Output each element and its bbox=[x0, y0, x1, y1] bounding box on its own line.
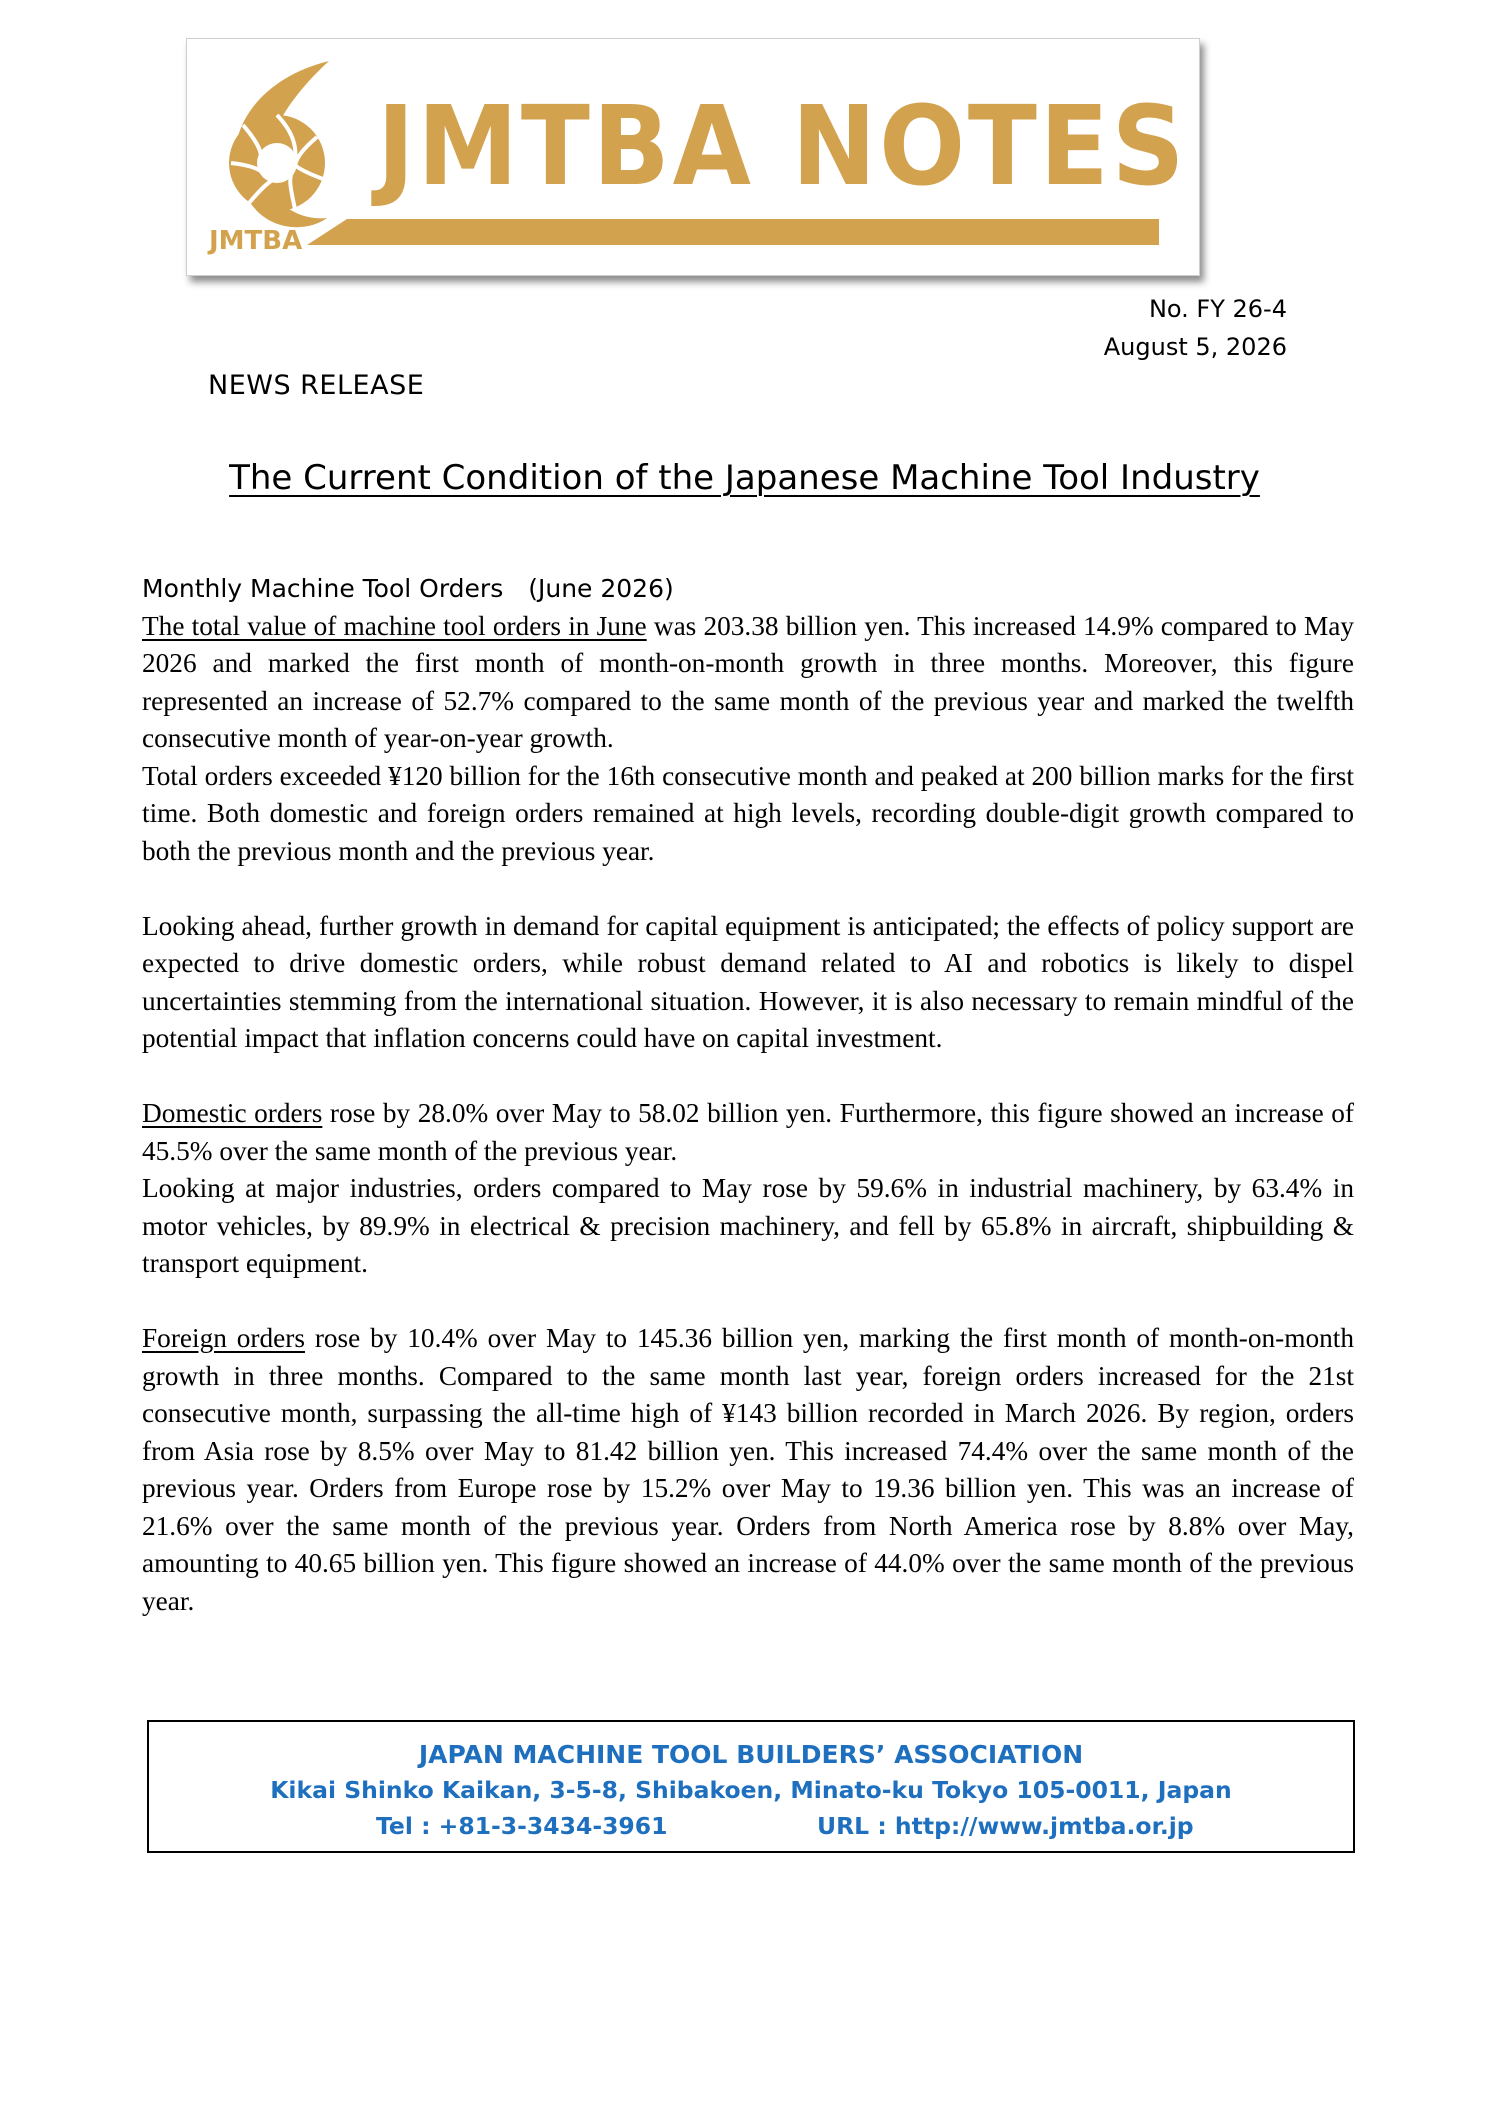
domestic-underline: Domestic orders bbox=[142, 1098, 323, 1128]
document-date: August 5, 2026 bbox=[1103, 333, 1287, 361]
domestic-text: rose by 28.0% over May to 58.02 billion yen. Furthermore, this figure showed an increase of 45.5% over the same month of the previous year. bbox=[142, 1098, 1355, 1166]
news-release-label: NEWS RELEASE bbox=[208, 370, 425, 401]
foreign-underline: Foreign orders bbox=[142, 1323, 305, 1353]
banner-bar bbox=[347, 219, 1159, 245]
total-orders-text: was 203.38 billion yen. This increased 14.9% compared to May 2026 and marked the first month of month-on-month growth in three months. Moreover, this figure represented an increase of 52.7% compared to the same month of the previous year and marked the twelfth consecutive month of year-on-year growth. bbox=[142, 610, 1355, 753]
banner-title: JMTBA NOTES bbox=[377, 82, 1188, 210]
paragraph-total-summary: Total orders exceeded ¥120 billion for the 16th consecutive month and peaked at 200 billion marks for the first time. Both domestic and foreign orders remained at high levels, recording double-digit growth compared to both the previous month and the previous year. bbox=[142, 760, 1354, 866]
paragraph-industries: Looking at major industries, orders compared to May rose by 59.6% in industrial machinery, by 63.4% in motor vehicles, by 89.9% in electrical & precision machinery, and fell by 65.8% in aircraft, shipbuilding & transport equipment. bbox=[142, 1173, 1354, 1278]
paragraph-total-orders bbox=[142, 608, 1354, 758]
document-title-text: The Current Condition of the Japanese Machine Tool Industry bbox=[229, 458, 1260, 498]
paragraph-domestic bbox=[142, 1095, 1354, 1170]
document-number: No. FY 26-4 bbox=[1148, 295, 1287, 323]
document-meta bbox=[1104, 290, 1287, 366]
jmtba-notes-banner bbox=[186, 38, 1200, 276]
footer-tel: Tel : +81-3-3434-3961 bbox=[376, 1812, 668, 1840]
paragraph-outlook: Looking ahead, further growth in demand for capital equipment is anticipated; the effects of policy support are expected to drive domestic orders, while robust demand related to AI and robotics is likely to dispel uncertainties stemming from the international situation. However, it is also necessary to remain mindful of the potential impact that inflation concerns could have on capital investment. bbox=[142, 910, 1354, 1053]
logo-text: JMTBA bbox=[209, 226, 303, 256]
body-text bbox=[142, 570, 1354, 1620]
contact-footer bbox=[147, 1720, 1355, 1853]
footer-address: Kikai Shinko Kaikan, 3-5-8, Shibakoen, Minato-ku Tokyo 105-0011, Japan bbox=[270, 1776, 1232, 1804]
banner-bar-tip bbox=[307, 219, 347, 245]
section-heading: Monthly Machine Tool Orders (June 2026) bbox=[142, 574, 674, 603]
foreign-text: rose by 10.4% over May to 145.36 billion yen, marking the first month of month-on-month growth in three months. Compared to the same month last year, foreign orders increased for the 21st consecutive month, surpassing the all-time high of ¥143 billion recorded in March 2026. By region, orders from Asia rose by 8.5% over May to 81.42 billion yen. This increased 74.4% over the same month of the previous year. Orders from Europe rose by 15.2% over May to 19.36 billion yen. This was an increase of 21.6% over the same month of the previous year. Orders from North America rose by 8.8% over May, amounting to 40.65 billion yen. This figure showed an increase of 44.0% over the same month of the previous year. bbox=[142, 1323, 1354, 1616]
document-title bbox=[0, 458, 1489, 498]
footer-org: JAPAN MACHINE TOOL BUILDERS’ ASSOCIATION bbox=[418, 1740, 1084, 1769]
paragraph-foreign bbox=[142, 1320, 1354, 1620]
total-orders-underline: The total value of machine tool orders in June bbox=[142, 610, 647, 641]
footer-url-link[interactable]: URL : http://www.jmtba.or.jp bbox=[817, 1812, 1194, 1840]
